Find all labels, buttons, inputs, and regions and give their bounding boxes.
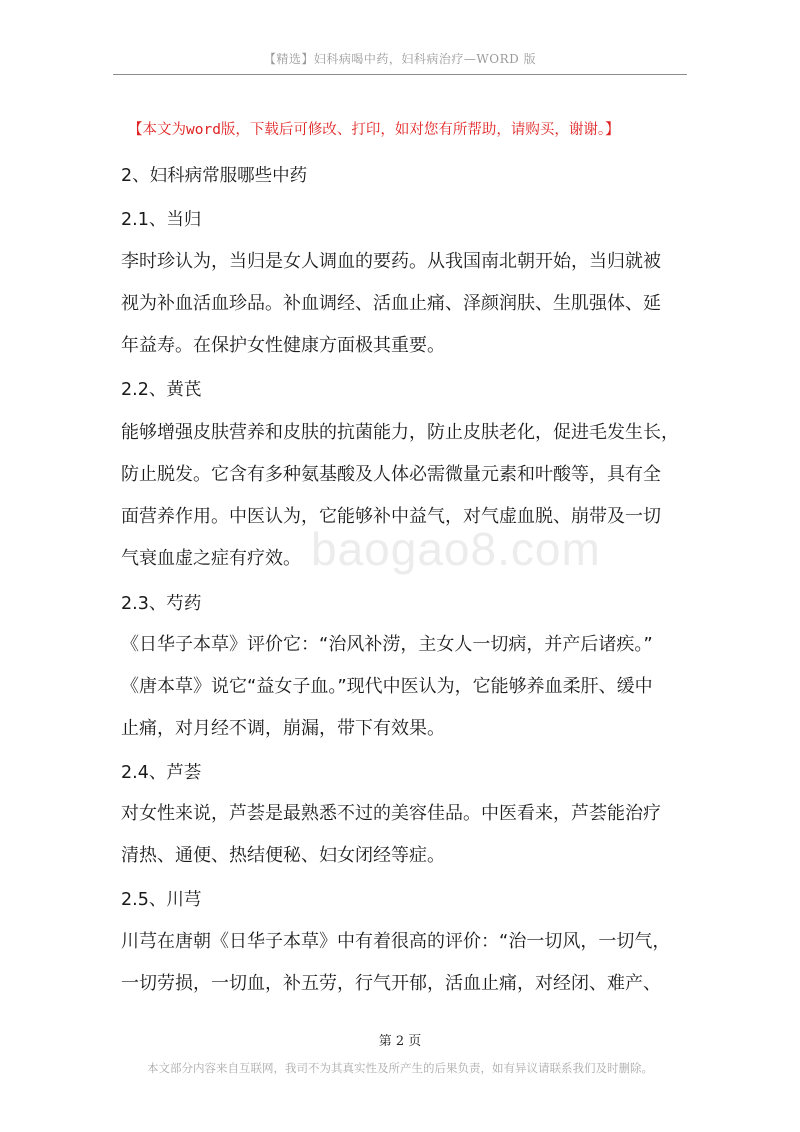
paragraph-line: 清热、通便、热结便秘、妇女闭经等症。 bbox=[121, 845, 445, 866]
paragraph-line: 视为补血活血珍品。补血调经、活血止痛、泽颜润肤、生肌强体、延 bbox=[121, 293, 661, 314]
heading-chuanxiong: 2.5、川芎 bbox=[121, 890, 202, 910]
paragraph-line: 年益寿。在保护女性健康方面极其重要。 bbox=[121, 335, 445, 356]
heading-shaoyao: 2.3、芍药 bbox=[121, 594, 202, 614]
paragraph-line: 面营养作用。中医认为，它能够补中益气，对气虚血脱、崩带及一切 bbox=[121, 506, 661, 527]
paragraph-line: 能够增强皮肤营养和皮肤的抗菌能力，防止皮肤老化，促进毛发生长， bbox=[121, 422, 679, 443]
heading-luhui: 2.4、芦荟 bbox=[121, 763, 202, 783]
page-number: 第 2 页 bbox=[378, 1034, 422, 1049]
paragraph-line: 《日华子本草》评价它：“治风补涝，主女人一切病，并产后诸疾。” bbox=[121, 634, 653, 655]
paragraph-line: 气衰血虚之症有疗效。 bbox=[121, 548, 301, 569]
heading-danggui: 2.1、当归 bbox=[121, 210, 202, 230]
paragraph-line: 止痛，对月经不调，崩漏，带下有效果。 bbox=[121, 718, 445, 739]
paragraph-line: 《唐本草》说它“益女子血。”现代中医认为，它能够养血柔肝、缓中 bbox=[121, 676, 653, 697]
watermark: baogao8.com bbox=[311, 523, 601, 575]
heading-huangqi: 2.2、黄芪 bbox=[121, 380, 202, 400]
paragraph-line: 一切劳损，一切血，补五劳，行气开郁，活血止痛，对经闭、难产、 bbox=[121, 973, 661, 994]
header-divider bbox=[113, 74, 687, 75]
disclaimer-footer: 本文部分内容来自互联网，我司不为其真实性及所产生的后果负责，如有异议请联系我们及时删除。 bbox=[147, 1061, 653, 1075]
download-notice: 【本文为word版，下载后可修改、打印，如对您有所帮助，请购买，谢谢。】 bbox=[128, 122, 620, 138]
paragraph-line: 对女性来说，芦荟是最熟悉不过的美容佳品。中医看来，芦荟能治疗 bbox=[121, 803, 661, 824]
section-title: 2、妇科病常服哪些中药 bbox=[121, 166, 308, 186]
document-header: 【精选】妇科病喝中药，妇科病治疗—WORD 版 bbox=[263, 52, 537, 66]
paragraph-line: 李时珍认为，当归是女人调血的要药。从我国南北朝开始，当归就被 bbox=[121, 251, 661, 272]
paragraph-line: 川芎在唐朝《日华子本草》中有着很高的评价：“治一切风，一切气， bbox=[121, 931, 671, 952]
paragraph-line: 防止脱发。它含有多种氨基酸及人体必需微量元素和叶酸等，具有全 bbox=[121, 464, 661, 485]
